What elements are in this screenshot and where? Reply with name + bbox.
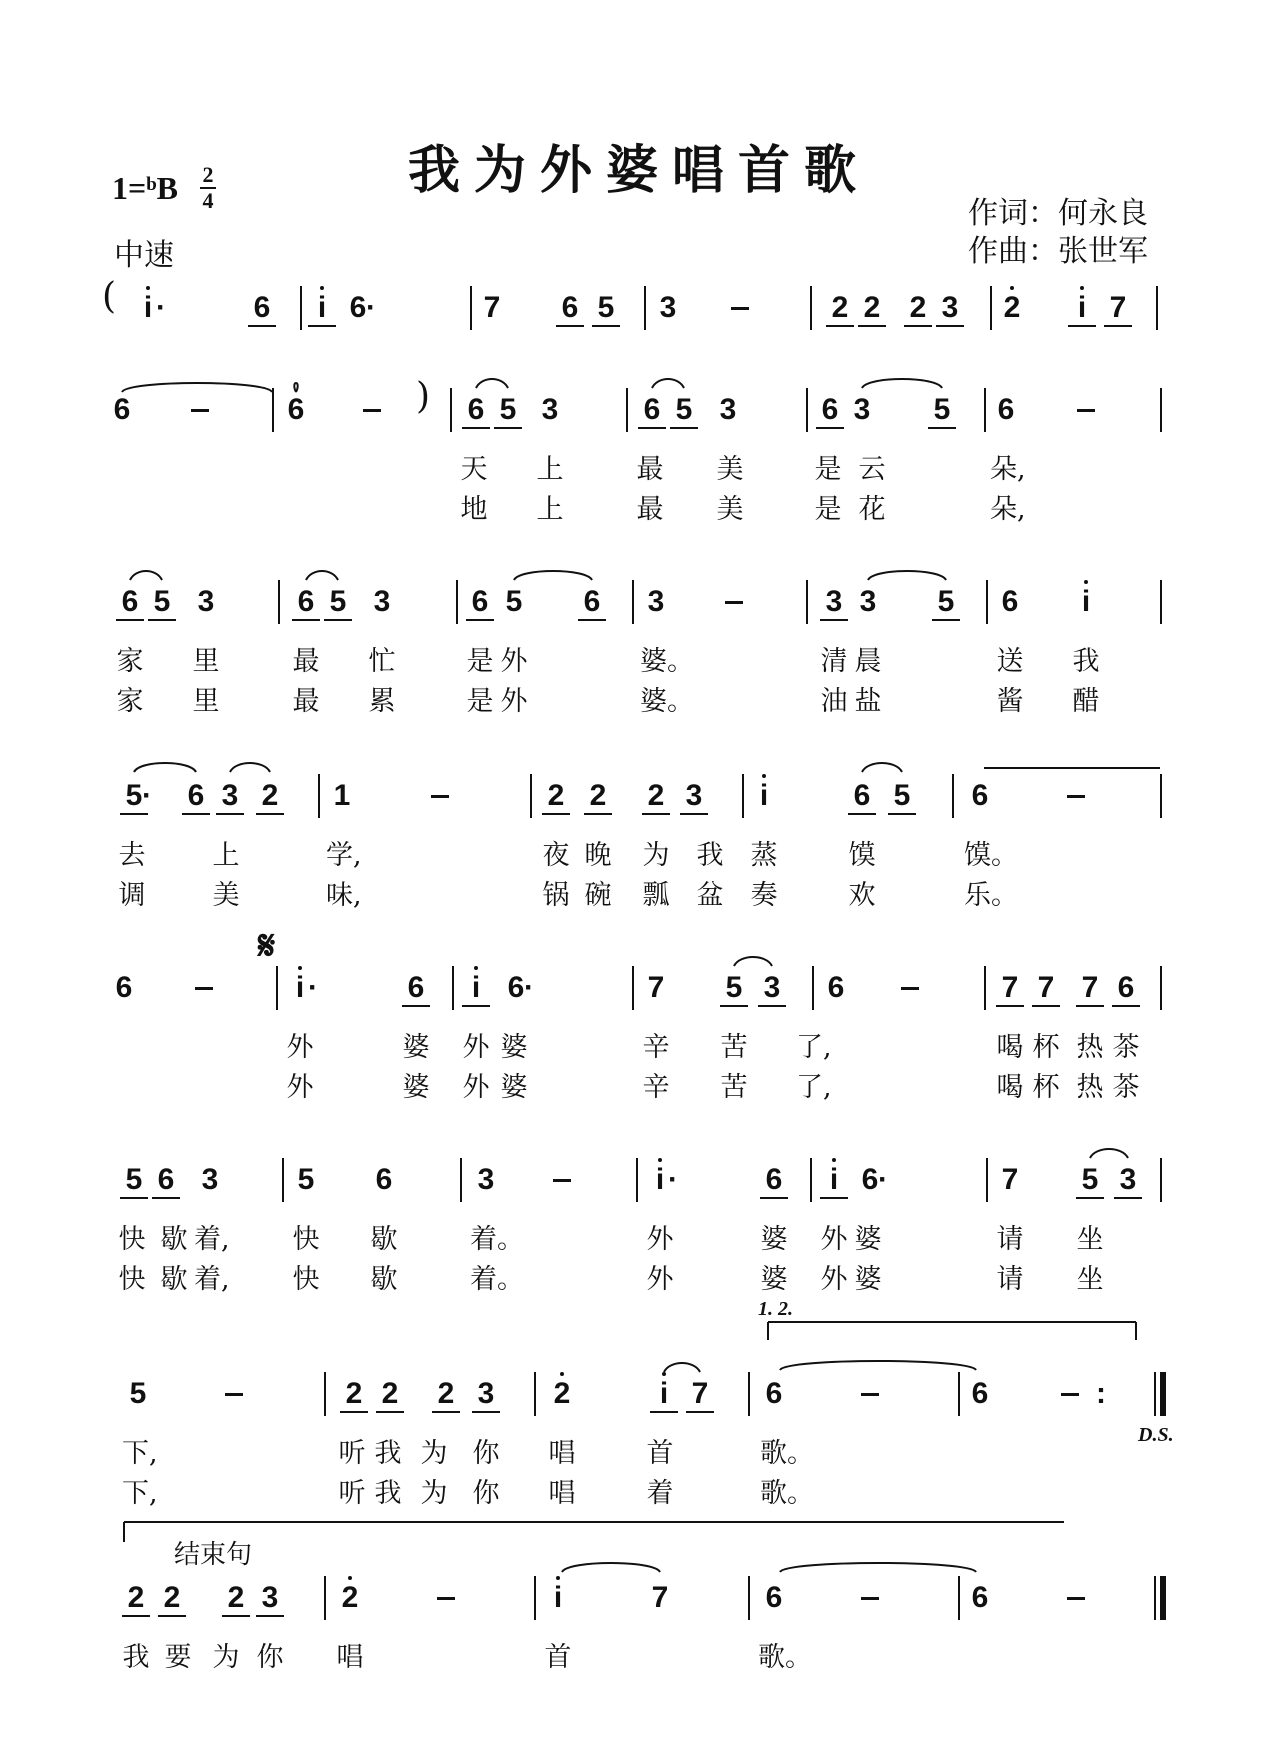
lyric-l6v2-8: 外 (820, 1264, 848, 1295)
lyric-l3v1-9: 送 (996, 646, 1024, 677)
slur (652, 379, 684, 388)
composer-credit: 作曲：张世军 (968, 234, 1148, 269)
lyric-l4v1-0: 去 (118, 840, 146, 871)
lyric-l5v1-4: 辛 (642, 1032, 670, 1063)
lyric-l3v1-4: 是 (466, 646, 494, 677)
note-r8-7: 6 (765, 1581, 783, 1614)
lyric-l3v1-8: 晨 (854, 646, 882, 677)
lyric-l4v1-7: 蒸 (750, 840, 778, 871)
note-r6-4: 6 (375, 1163, 393, 1196)
note-r6-7: 6 (765, 1163, 783, 1196)
note-r2-1: 6 (287, 393, 305, 426)
note-r3-14: i (1081, 585, 1091, 618)
note-r4-4: 1 (333, 779, 351, 812)
lyric-l7v2-6: 着 (646, 1478, 674, 1509)
lyric-l5v2-5: 苦 (720, 1072, 748, 1103)
augmentation-dot: · (366, 291, 376, 324)
lyric-l6v1-2: 着, (194, 1224, 230, 1255)
lyric-l4v2-7: 奏 (750, 880, 778, 911)
note-r6-9: 6 (861, 1163, 879, 1196)
lyric-l2v1-4: 是 (814, 454, 842, 485)
lyric-l6v2-10: 请 (996, 1264, 1024, 1295)
slur (780, 1563, 976, 1572)
lyric-l5v2-0: 外 (286, 1072, 314, 1103)
note-r3-6: 6 (471, 585, 489, 618)
slur (306, 571, 338, 580)
note-r1-14: 7 (1109, 291, 1127, 324)
lyric-l3v1-10: 我 (1072, 646, 1100, 677)
lyric-l7v1-1: 听 (338, 1438, 366, 1469)
lyric-l6v2-11: 坐 (1076, 1264, 1104, 1295)
lyric-l4v2-9: 乐。 (964, 880, 1018, 911)
lyric-l7v2-7: 歌。 (760, 1478, 814, 1509)
note-r7-0: 5 (129, 1377, 147, 1410)
note-r7-4: 3 (477, 1377, 495, 1410)
note-r5-10: 7 (1037, 971, 1055, 1004)
lyric-l4v2-1: 美 (212, 880, 240, 911)
lyric-l2v1-5: 云 (858, 454, 886, 485)
lyric-l4v1-6: 我 (696, 840, 724, 871)
note-r6-3: 5 (297, 1163, 315, 1196)
slur (862, 763, 902, 772)
note-r2-7: 3 (719, 393, 737, 426)
lyric-l3v2-7: 油 (820, 686, 848, 717)
repeat-dots: : (1096, 1377, 1106, 1410)
slur (476, 379, 508, 388)
lyric-l4v2-3: 锅 (542, 880, 570, 911)
lyric-l3v1-2: 最 (292, 646, 320, 677)
note-r6-8: i (829, 1163, 839, 1196)
note-r7-8: 6 (765, 1377, 783, 1410)
lyric-l3v1-5: 外 (500, 646, 528, 677)
note-r1-5: 6 (561, 291, 579, 324)
note-r5-8: 6 (827, 971, 845, 1004)
lyric-l3v2-6: 婆。 (640, 686, 694, 717)
note-r6-6: i (655, 1163, 665, 1196)
note-r1-9: 2 (863, 291, 881, 324)
time-signature-top: 2 (202, 162, 214, 187)
lyric-l2v1-2: 最 (636, 454, 664, 485)
lyric-l7v2-2: 我 (374, 1478, 402, 1509)
lyric-l7v1-0: 下, (122, 1438, 158, 1469)
lyric-l4v2-8: 欢 (848, 880, 876, 911)
note-r1-7: 3 (659, 291, 677, 324)
note-r8-2: 2 (227, 1581, 245, 1614)
lyric-l8v1-2: 为 (212, 1642, 240, 1673)
lyric-l5v1-6: 了, (796, 1032, 832, 1063)
augmentation-dot: · (524, 971, 534, 1004)
note-r3-4: 5 (329, 585, 347, 618)
note-r8-8: 6 (971, 1581, 989, 1614)
note-r6-1: 6 (157, 1163, 175, 1196)
lyric-l5v1-3: 婆 (500, 1032, 528, 1063)
lyric-l3v1-1: 里 (192, 646, 220, 677)
lyric-l4v2-5: 瓢 (642, 880, 670, 911)
note-r4-5: 2 (547, 779, 565, 812)
lyric-l6v1-10: 请 (996, 1224, 1024, 1255)
lyric-l7v2-3: 为 (420, 1478, 448, 1509)
lyric-l8v1-0: 我 (122, 1642, 150, 1673)
lyric-l2v1-6: 朵, (990, 454, 1026, 485)
lyric-l3v1-6: 婆。 (640, 646, 694, 677)
lyric-l5v1-2: 外 (462, 1032, 490, 1063)
note-r4-11: 5 (893, 779, 911, 812)
lyric-l6v1-9: 婆 (854, 1224, 882, 1255)
slur (734, 957, 772, 966)
note-r5-4: 6 (507, 971, 525, 1004)
note-r7-2: 2 (381, 1377, 399, 1410)
lyric-l5v1-9: 热 (1076, 1032, 1104, 1063)
lyric-l8v1-4: 唱 (336, 1642, 364, 1673)
note-r2-5: 6 (643, 393, 661, 426)
note-r3-2: 3 (197, 585, 215, 618)
intro-close-paren: ) (416, 376, 431, 417)
note-r5-1: i (295, 971, 305, 1004)
lyric-l4v2-6: 盆 (696, 880, 724, 911)
note-r3-3: 6 (297, 585, 315, 618)
note-r5-7: 3 (763, 971, 781, 1004)
lyric-l7v1-4: 你 (472, 1438, 500, 1469)
note-r1-0: i (143, 291, 153, 324)
slur (122, 383, 272, 392)
note-r4-12: 6 (971, 779, 989, 812)
lyric-l3v2-1: 里 (192, 686, 220, 717)
note-r7-1: 2 (345, 1377, 363, 1410)
slur (130, 571, 162, 580)
lyric-l5v2-7: 喝 (996, 1072, 1024, 1103)
note-r2-11: 6 (997, 393, 1015, 426)
note-r3-1: 5 (153, 585, 171, 618)
lyric-l8v1-5: 首 (544, 1642, 572, 1673)
note-r3-12: 5 (937, 585, 955, 618)
note-r1-10: 2 (909, 291, 927, 324)
note-r8-6: 7 (651, 1581, 669, 1614)
tempo-marking: 中速 (114, 238, 174, 273)
note-r3-9: 3 (647, 585, 665, 618)
lyric-l5v2-4: 辛 (642, 1072, 670, 1103)
lyric-l7v1-6: 首 (646, 1438, 674, 1469)
lyric-l5v1-0: 外 (286, 1032, 314, 1063)
lyric-l3v2-8: 盐 (854, 686, 882, 717)
lyric-l2v2-0: 地 (460, 494, 488, 525)
ds-marking: D.S. (1138, 1424, 1174, 1446)
slur (134, 763, 196, 772)
lyric-l2v2-4: 是 (814, 494, 842, 525)
lyric-l6v1-5: 着。 (470, 1224, 524, 1255)
lyric-l4v1-1: 上 (212, 840, 240, 871)
lyric-l2v2-5: 花 (858, 494, 886, 525)
note-r3-0: 6 (121, 585, 139, 618)
note-r3-7: 5 (505, 585, 523, 618)
lyric-l4v1-3: 夜 (542, 840, 570, 871)
lyric-l5v2-3: 婆 (500, 1072, 528, 1103)
lyric-l4v1-2: 学, (326, 840, 362, 871)
note-r3-10: 3 (825, 585, 843, 618)
lyric-l6v1-1: 歇 (160, 1224, 188, 1255)
note-r8-1: 2 (163, 1581, 181, 1614)
ending-label: 结束句 (174, 1540, 253, 1570)
note-r5-0: 6 (115, 971, 133, 1004)
lyric-l7v1-3: 为 (420, 1438, 448, 1469)
lyric-l2v2-1: 上 (536, 494, 564, 525)
note-r1-8: 2 (831, 291, 849, 324)
slur (294, 383, 297, 392)
lyric-l3v2-3: 累 (368, 686, 396, 717)
lyricist-credit: 作词：何永良 (968, 196, 1148, 231)
note-r6-11: 5 (1081, 1163, 1099, 1196)
intro-open-paren: ( (102, 276, 117, 317)
lyric-l4v1-4: 晚 (584, 840, 612, 871)
slur (562, 1563, 660, 1572)
lyric-l6v2-9: 婆 (854, 1264, 882, 1295)
note-r6-2: 3 (201, 1163, 219, 1196)
note-r1-6: 5 (597, 291, 615, 324)
note-r2-3: 5 (499, 393, 517, 426)
note-r7-7: 7 (691, 1377, 709, 1410)
lyric-l3v2-9: 酱 (996, 686, 1024, 717)
note-r2-8: 6 (821, 393, 839, 426)
lyric-l6v1-6: 外 (646, 1224, 674, 1255)
lyric-l5v2-2: 外 (462, 1072, 490, 1103)
lyric-l6v1-8: 外 (820, 1224, 848, 1255)
note-r5-3: i (471, 971, 481, 1004)
note-r5-6: 5 (725, 971, 743, 1004)
lyric-l2v2-6: 朵, (990, 494, 1026, 525)
note-r4-6: 2 (589, 779, 607, 812)
note-r2-4: 3 (541, 393, 559, 426)
lyric-l7v1-5: 唱 (548, 1438, 576, 1469)
slur (514, 571, 592, 580)
note-r2-0: 6 (113, 393, 131, 426)
lyric-l3v2-0: 家 (116, 686, 144, 717)
lyric-l7v2-0: 下, (122, 1478, 158, 1509)
lyric-l5v2-1: 婆 (402, 1072, 430, 1103)
lyric-l7v1-2: 我 (374, 1438, 402, 1469)
lyric-l3v2-10: 醋 (1072, 686, 1100, 717)
note-r2-10: 5 (933, 393, 951, 426)
note-r7-6: i (659, 1377, 669, 1410)
lyric-l3v1-0: 家 (116, 646, 144, 677)
lyric-l7v2-1: 听 (338, 1478, 366, 1509)
lyric-l5v2-6: 了, (796, 1072, 832, 1103)
lyric-l2v2-2: 最 (636, 494, 664, 525)
song-title: 我为外婆唱首歌 (407, 140, 870, 201)
lyric-l6v1-7: 婆 (760, 1224, 788, 1255)
lyric-l5v1-1: 婆 (402, 1032, 430, 1063)
lyric-l6v1-3: 快 (292, 1224, 320, 1255)
lyric-l2v1-3: 美 (716, 454, 744, 485)
note-r3-8: 6 (583, 585, 601, 618)
augmentation-dot: · (308, 971, 318, 1004)
slur (230, 763, 270, 772)
lyric-l6v1-4: 歇 (370, 1224, 398, 1255)
slur (664, 1363, 700, 1372)
lyric-l2v2-3: 美 (716, 494, 744, 525)
lyric-l8v1-1: 要 (164, 1642, 192, 1673)
lyric-l4v2-4: 碗 (584, 880, 612, 911)
lyric-l6v2-3: 快 (292, 1264, 320, 1295)
note-r7-9: 6 (971, 1377, 989, 1410)
note-r3-13: 6 (1001, 585, 1019, 618)
note-r8-4: 2 (341, 1581, 359, 1614)
note-r4-3: 2 (261, 779, 279, 812)
lyric-l2v1-0: 天 (460, 454, 488, 485)
lyric-l6v2-4: 歇 (370, 1264, 398, 1295)
lyric-l3v2-4: 是 (466, 686, 494, 717)
note-r1-13: i (1077, 291, 1087, 324)
lyric-l6v2-1: 歇 (160, 1264, 188, 1295)
lyric-l3v2-5: 外 (500, 686, 528, 717)
note-r8-5: i (553, 1581, 563, 1614)
lyric-l4v2-2: 味, (326, 880, 362, 911)
note-r5-12: 6 (1117, 971, 1135, 1004)
note-r8-3: 3 (261, 1581, 279, 1614)
note-r1-4: 7 (483, 291, 501, 324)
lyric-l7v2-4: 你 (472, 1478, 500, 1509)
time-signature-bottom: 4 (202, 188, 214, 213)
note-r1-3: 6 (349, 291, 367, 324)
lyric-l3v2-2: 最 (292, 686, 320, 717)
note-r5-2: 6 (407, 971, 425, 1004)
note-r1-1: 6 (253, 291, 271, 324)
lyric-l3v1-3: 忙 (368, 646, 396, 677)
note-r1-2: i (317, 291, 327, 324)
slur (862, 379, 942, 388)
lyric-l6v2-0: 快 (118, 1264, 146, 1295)
note-r5-9: 7 (1001, 971, 1019, 1004)
note-r2-9: 3 (853, 393, 871, 426)
lyric-l5v1-5: 苦 (720, 1032, 748, 1063)
lyric-l3v1-7: 清 (820, 646, 848, 677)
lyric-l6v1-0: 快 (118, 1224, 146, 1255)
lyric-l8v1-3: 你 (256, 1642, 284, 1673)
lyric-l6v2-2: 着, (194, 1264, 230, 1295)
lyric-l5v1-7: 喝 (996, 1032, 1024, 1063)
note-r6-12: 3 (1119, 1163, 1137, 1196)
note-r4-1: 6 (187, 779, 205, 812)
lyric-l8v1-6: 歌。 (758, 1642, 812, 1673)
lyric-l5v2-8: 杯 (1032, 1072, 1060, 1103)
note-r2-6: 5 (675, 393, 693, 426)
slur (868, 571, 946, 580)
lyric-l5v1-8: 杯 (1032, 1032, 1060, 1063)
note-r1-11: 3 (941, 291, 959, 324)
note-r6-10: 7 (1001, 1163, 1019, 1196)
volta-label: 1. 2. (758, 1298, 793, 1320)
segno-sign: 𝄋 (258, 922, 276, 969)
note-r8-0: 2 (127, 1581, 145, 1614)
lyric-l4v1-8: 馍 (848, 840, 876, 871)
slur (1090, 1149, 1128, 1158)
note-r4-8: 3 (685, 779, 703, 812)
lyric-l6v2-6: 外 (646, 1264, 674, 1295)
augmentation-dot: · (668, 1163, 678, 1196)
augmentation-dot: · (878, 1163, 888, 1196)
note-r7-3: 2 (437, 1377, 455, 1410)
lyric-l6v2-7: 婆 (760, 1264, 788, 1295)
note-r2-2: 6 (467, 393, 485, 426)
note-r4-2: 3 (221, 779, 239, 812)
lyric-l5v2-10: 茶 (1112, 1072, 1140, 1103)
note-r5-5: 7 (647, 971, 665, 1004)
lyric-l6v1-11: 坐 (1076, 1224, 1104, 1255)
lyric-l4v2-0: 调 (118, 880, 146, 911)
note-r4-9: i (759, 779, 769, 812)
augmentation-dot: · (156, 291, 166, 324)
note-r5-11: 7 (1081, 971, 1099, 1004)
note-r7-5: 2 (553, 1377, 571, 1410)
lyric-l7v2-5: 唱 (548, 1478, 576, 1509)
lyric-l4v1-9: 馍。 (964, 840, 1018, 871)
note-r4-7: 2 (647, 779, 665, 812)
note-r3-11: 3 (859, 585, 877, 618)
lyric-l6v2-5: 着。 (470, 1264, 524, 1295)
slur (780, 1361, 976, 1370)
note-r6-0: 5 (125, 1163, 143, 1196)
key-signature: 1=ᵇB (112, 170, 178, 206)
lyric-l4v1-5: 为 (642, 840, 670, 871)
note-r4-10: 6 (853, 779, 871, 812)
lyric-l5v2-9: 热 (1076, 1072, 1104, 1103)
lyric-l5v1-10: 茶 (1112, 1032, 1140, 1063)
lyric-l2v1-1: 上 (536, 454, 564, 485)
note-r6-5: 3 (477, 1163, 495, 1196)
lyric-l7v1-7: 歌。 (760, 1438, 814, 1469)
note-r3-5: 3 (373, 585, 391, 618)
note-r1-12: 2 (1003, 291, 1021, 324)
augmentation-dot: · (142, 779, 152, 812)
note-r4-0: 5 (125, 779, 143, 812)
